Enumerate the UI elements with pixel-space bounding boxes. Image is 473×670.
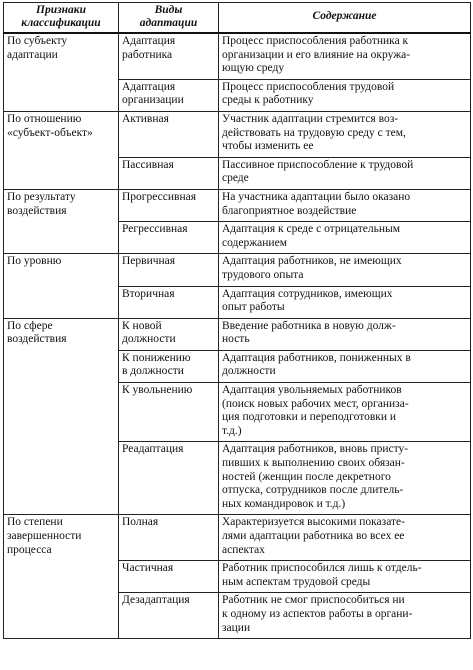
content-line: Процесс приспособления работника к <box>222 35 409 47</box>
table-row <box>4 515 471 561</box>
content-line: т.д.) <box>222 424 242 437</box>
header-types <box>119 3 219 34</box>
content-line: ных командировок и т.д.) <box>222 497 346 510</box>
feature-cell <box>4 189 119 253</box>
feature-line: завершенности <box>7 530 82 542</box>
content-cell <box>219 286 471 318</box>
type-cell <box>119 442 219 515</box>
type-line: Адаптация <box>122 35 176 47</box>
type-cell <box>119 286 219 318</box>
type-line: Дезадаптация <box>122 594 190 607</box>
feature-cell <box>4 254 119 318</box>
type-line: работника <box>122 48 173 61</box>
content-line: ющую среду <box>222 62 285 75</box>
type-line: К понижению <box>122 351 191 364</box>
table-row <box>4 33 471 79</box>
type-cell <box>119 157 219 189</box>
feature-line: адаптации <box>7 48 58 61</box>
content-line: Адаптация работников, не имеющих <box>222 255 402 268</box>
content-line: (поиск новых рабочих мест, организа- <box>222 397 409 410</box>
content-cell <box>219 157 471 189</box>
type-line: К увольнению <box>122 384 193 397</box>
type-cell <box>119 222 219 254</box>
content-line: Работник не смог приспособиться ни <box>222 594 405 607</box>
content-line: чтобы изменить ее <box>222 140 314 153</box>
type-cell <box>119 111 219 157</box>
content-cell <box>219 33 471 79</box>
content-cell <box>219 561 471 593</box>
content-line: среды к работнику <box>222 94 314 107</box>
content-cell <box>219 515 471 561</box>
content-cell <box>219 593 471 639</box>
content-line: зации <box>222 621 251 634</box>
type-line: в должности <box>122 365 184 378</box>
type-cell <box>119 350 219 382</box>
content-line: Участник адаптации стремится воз- <box>222 112 399 125</box>
content-cell <box>219 222 471 254</box>
feature-line: воздействия <box>7 204 67 217</box>
content-line: аспектах <box>222 543 265 556</box>
content-cell <box>219 111 471 157</box>
content-line: Адаптация сотрудников, имеющих <box>222 287 393 300</box>
type-cell <box>119 515 219 561</box>
type-cell <box>119 383 219 442</box>
type-line: организации <box>122 94 184 107</box>
type-cell <box>119 33 219 79</box>
type-line: Прогрессивная <box>122 190 197 203</box>
content-line: Адаптация работников, пониженных в <box>222 351 411 364</box>
type-line: Частичная <box>122 562 174 575</box>
content-line: Введение работника в новую долж- <box>222 319 396 332</box>
content-cell <box>219 254 471 286</box>
table-row <box>4 189 471 221</box>
content-cell <box>219 442 471 515</box>
content-line: должности <box>222 365 276 378</box>
feature-cell <box>4 33 119 111</box>
table-header <box>4 3 471 34</box>
feature-line: По субъекту <box>7 35 68 47</box>
type-line: Реадаптация <box>122 443 184 456</box>
feature-cell <box>4 515 119 639</box>
content-line: ция подготовки и переподготовки и <box>222 411 397 424</box>
header-row <box>4 3 471 34</box>
content-line: Пассивное приспособление к трудовой <box>222 158 414 171</box>
type-cell <box>119 318 219 350</box>
header-types-line: адаптации <box>139 16 198 29</box>
content-cell <box>219 189 471 221</box>
content-line: лями адаптации работника во всех ее <box>222 530 405 542</box>
header-content-label: Содержание <box>312 10 377 23</box>
header-types-line: Виды <box>154 4 183 16</box>
feature-cell <box>4 318 119 515</box>
content-cell <box>219 383 471 442</box>
type-cell <box>119 593 219 639</box>
type-line: Адаптация <box>122 80 176 93</box>
content-line: содержанием <box>222 236 287 249</box>
content-line: организации и его влияние на окружа- <box>222 48 411 61</box>
content-line: Адаптация к среде с отрицательным <box>222 223 400 236</box>
feature-line: По уровню <box>7 255 62 268</box>
feature-line: «субъект-объект» <box>7 126 93 139</box>
content-cell <box>219 318 471 350</box>
content-line: отпуска, сотрудников после длитель- <box>222 484 404 497</box>
feature-line: По сфере <box>7 319 53 332</box>
header-features <box>4 3 119 34</box>
type-cell <box>119 189 219 221</box>
content-line: Характеризуется высокими показате- <box>222 516 405 529</box>
table-row <box>4 318 471 350</box>
type-line: Первичная <box>122 255 176 268</box>
table-body <box>4 33 471 639</box>
content-line: На участника адаптации было оказано <box>222 190 411 203</box>
content-line: Адаптация увольняемых работников <box>222 384 402 397</box>
content-line: среде <box>222 172 249 185</box>
type-cell <box>119 254 219 286</box>
content-line: Процесс приспособления трудовой <box>222 80 395 93</box>
content-line: действовать на трудовую среду с тем, <box>222 126 406 139</box>
type-cell <box>119 79 219 111</box>
classification-table <box>3 2 471 639</box>
type-line: Вторичная <box>122 287 175 300</box>
content-line: пивших к выполнению своих обязан- <box>222 457 405 470</box>
content-line: Адаптация работников, вновь присту- <box>222 443 409 456</box>
content-line: ность <box>222 333 250 346</box>
feature-line: процесса <box>7 543 52 556</box>
feature-line: По отношению <box>7 112 82 125</box>
content-line: ным аспектам трудовой среды <box>222 575 371 588</box>
type-line: Полная <box>122 516 159 529</box>
feature-cell <box>4 111 119 189</box>
content-cell <box>219 79 471 111</box>
feature-line: По степени <box>7 516 63 529</box>
content-line: к одному из аспектов работы в органи- <box>222 607 413 620</box>
header-features-line: Признаки <box>36 4 86 16</box>
feature-line: По результату <box>7 190 76 203</box>
type-cell <box>119 561 219 593</box>
content-line: Работник приспособился лишь к отдель- <box>222 562 422 575</box>
content-line: трудового опыта <box>222 268 304 281</box>
type-line: К новой <box>122 319 162 332</box>
content-line: ностей (женщин после декретного <box>222 470 391 483</box>
content-line: опыт работы <box>222 301 285 314</box>
type-line: Активная <box>122 112 169 125</box>
type-line: Регрессивная <box>122 223 188 236</box>
header-features-line: классификации <box>21 16 101 29</box>
content-line: благоприятное воздействие <box>222 204 357 217</box>
content-cell <box>219 350 471 382</box>
table-row <box>4 254 471 286</box>
type-line: должности <box>122 333 176 346</box>
feature-line: воздействия <box>7 333 67 346</box>
table-row <box>4 111 471 157</box>
type-line: Пассивная <box>122 158 174 171</box>
header-content <box>219 3 471 34</box>
